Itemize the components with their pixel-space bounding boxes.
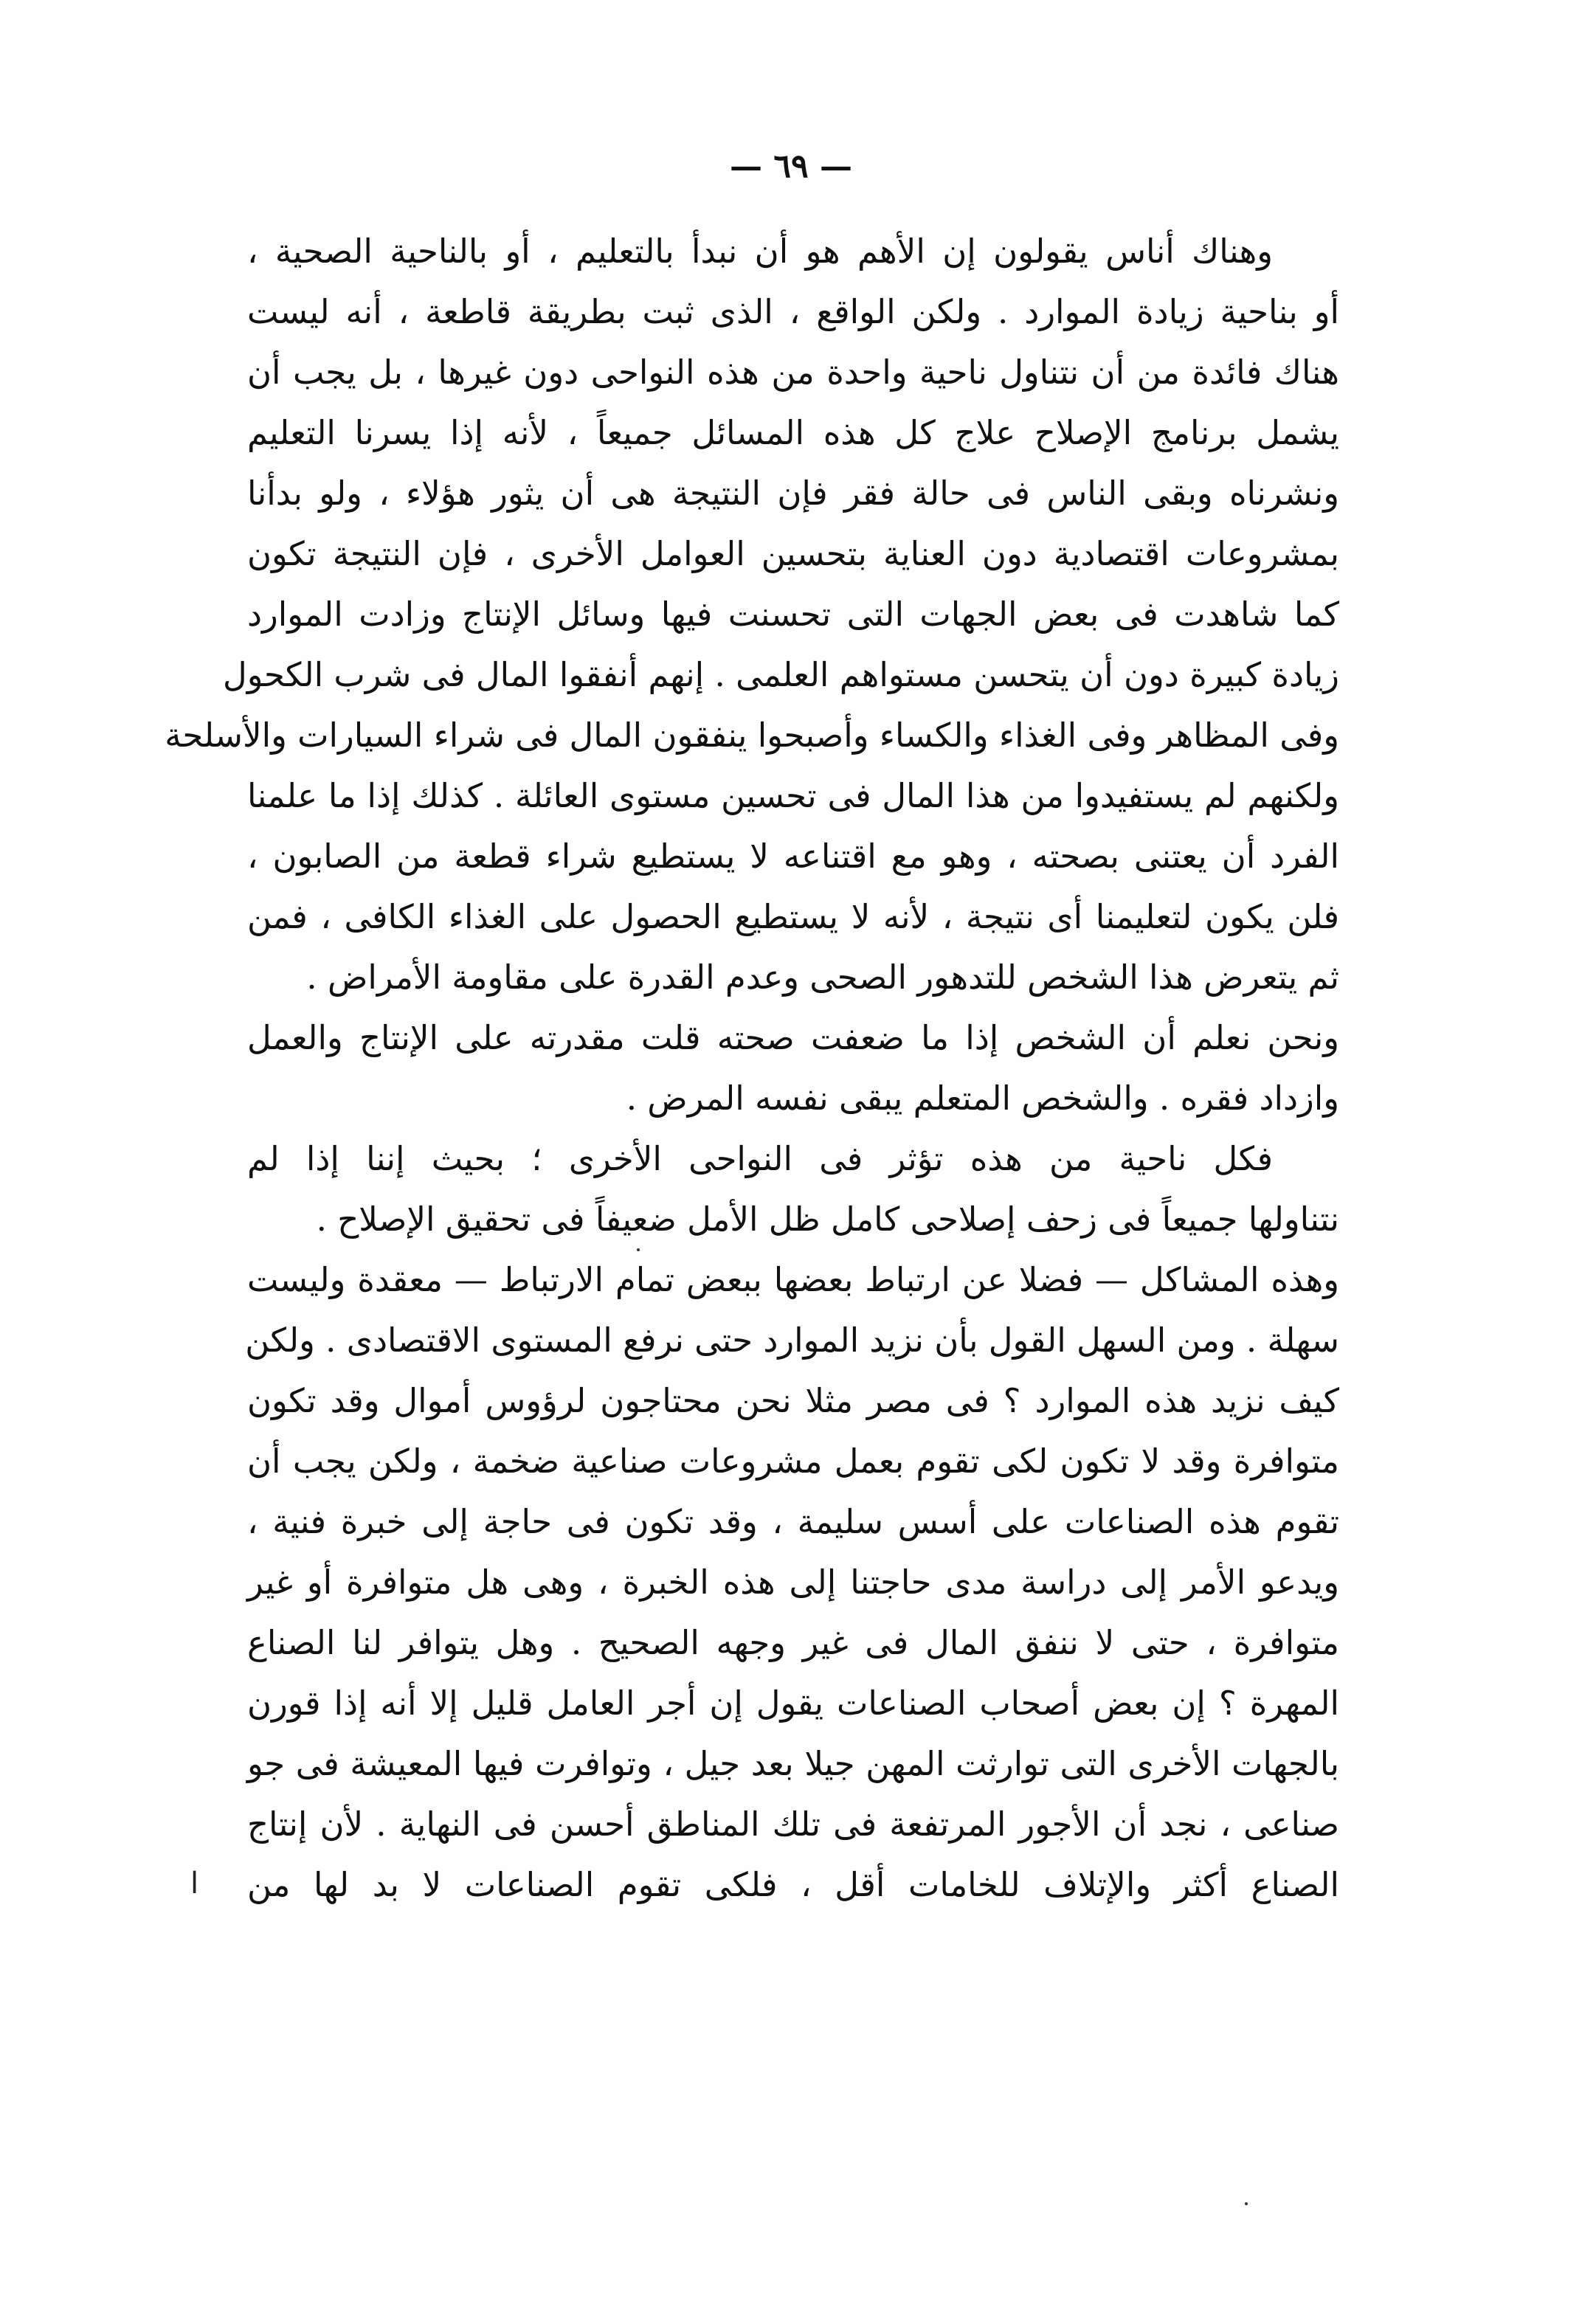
text-line: ويدعو الأمر إلى دراسة مدى حاجتنا إلى هذه الخبرة ، وهى هل متوافرة أو غير [247, 1563, 1339, 1602]
text-line: وازداد فقره . والشخص المتعلم يبقى نفسه المرض . [626, 1079, 1339, 1118]
text-line: صناعى ، نجد أن الأجور المرتفعة فى تلك المناطق أحسن فى النهاية . لأن إنتاج [247, 1805, 1339, 1844]
text-line: كيف نزيد هذه الموارد ؟ فى مصر مثلا نحن محتاجون لرؤوس أموال وقد تكون [247, 1381, 1339, 1420]
text-line: بالجهات الأخرى التى توارثت المهن جيلا بعد جيل ، وتوافرت فيها المعيشة فى جو [247, 1744, 1339, 1783]
text-line: ونحن نعلم أن الشخص إذا ما ضعفت صحته قلت مقدرته على الإنتاج والعمل [247, 1018, 1339, 1057]
text-line: زيادة كبيرة دون أن يتحسن مستواهم العلمى . إنهم أنفقوا المال فى شرب الكحول [223, 655, 1339, 694]
text-line: المهرة ؟ إن بعض أصحاب الصناعات يقول إن أجر العامل قليل إلا أنه إذا قورن [247, 1684, 1339, 1723]
text-line: وفى المظاهر وفى الغذاء والكساء وأصبحوا ينفقون المال فى شراء السيارات والأسلحة [165, 716, 1339, 755]
text-line: ثم يتعرض هذا الشخص للتدهور الصحى وعدم القدرة على مقاومة الأمراض . [306, 958, 1339, 997]
text-line: متوافرة وقد لا تكون لكى تقوم بعمل مشروعات صناعية ضخمة ، ولكن يجب أن [247, 1442, 1339, 1481]
text-line: متوافرة ، حتى لا ننفق المال فى غير وجهه الصحيح . وهل يتوافر لنا الصناع [247, 1623, 1339, 1662]
scan-speck [1245, 2202, 1248, 2205]
scan-speck [637, 1248, 640, 1251]
text-line: هناك فائدة من أن نتناول ناحية واحدة من هذه النواحى دون غيرها ، بل يجب أن [247, 353, 1339, 392]
body-text [165, 221, 1339, 1915]
text-line: فلن يكون لتعليمنا أى نتيجة ، لأنه لا يستطيع الحصول على الغذاء الكافى ، فمن [247, 897, 1339, 936]
text-line: يشمل برنامج الإصلاح علاج كل هذه المسائل جميعاً ، لأنه إذا يسرنا التعليم [247, 413, 1339, 452]
text-line: سهلة . ومن السهل القول بأن نزيد الموارد حتى نرفع المستوى الاقتصادى . ولكن [245, 1321, 1339, 1360]
text-line: أو بناحية زيادة الموارد . ولكن الواقع ، الذى ثبت بطريقة قاطعة ، أنه ليست [247, 292, 1339, 331]
text-line: وهناك أناس يقولون إن الأهم هو أن نبدأ بالتعليم ، أو بالناحية الصحية ، [247, 232, 1273, 271]
text-line: فكل ناحية من هذه تؤثر فى النواحى الأخرى ؛ بحيث إننا إذا لم [247, 1139, 1273, 1178]
margin-mark: ا [190, 1867, 199, 1901]
text-line: بمشروعات اقتصادية دون العناية بتحسين العوامل الأخرى ، فإن النتيجة تكون [247, 534, 1339, 573]
text-line: ولكنهم لم يستفيدوا من هذا المال فى تحسين مستوى العائلة . كذلك إذا ما علمنا [247, 776, 1339, 815]
text-line: تقوم هذه الصناعات على أسس سليمة ، وقد تكون فى حاجة إلى خبرة فنية ، [247, 1502, 1339, 1541]
text-line: كما شاهدت فى بعض الجهات التى تحسنت فيها وسائل الإنتاج وزادت الموارد [247, 595, 1339, 634]
text-line: وهذه المشاكل — فضلا عن ارتباط بعضها ببعض تمام الارتباط — معقدة وليست [247, 1260, 1339, 1299]
text-line: الفرد أن يعتنى بصحته ، وهو مع اقتناعه لا يستطيع شراء قطعة من الصابون ، [247, 837, 1339, 876]
page-number: — ٦٩ — [730, 148, 852, 185]
text-line: الصناع أكثر والإتلاف للخامات أقل ، فلكى تقوم الصناعات لا بد لها من [247, 1865, 1339, 1904]
text-line: ونشرناه وبقى الناس فى حالة فقر فإن النتيجة هى أن يثور هؤلاء ، ولو بدأنا [247, 474, 1339, 513]
text-line: نتناولها جميعاً فى زحف إصلاحى كامل ظل الأمل ضعيفاً فى تحقيق الإصلاح . [316, 1200, 1339, 1239]
